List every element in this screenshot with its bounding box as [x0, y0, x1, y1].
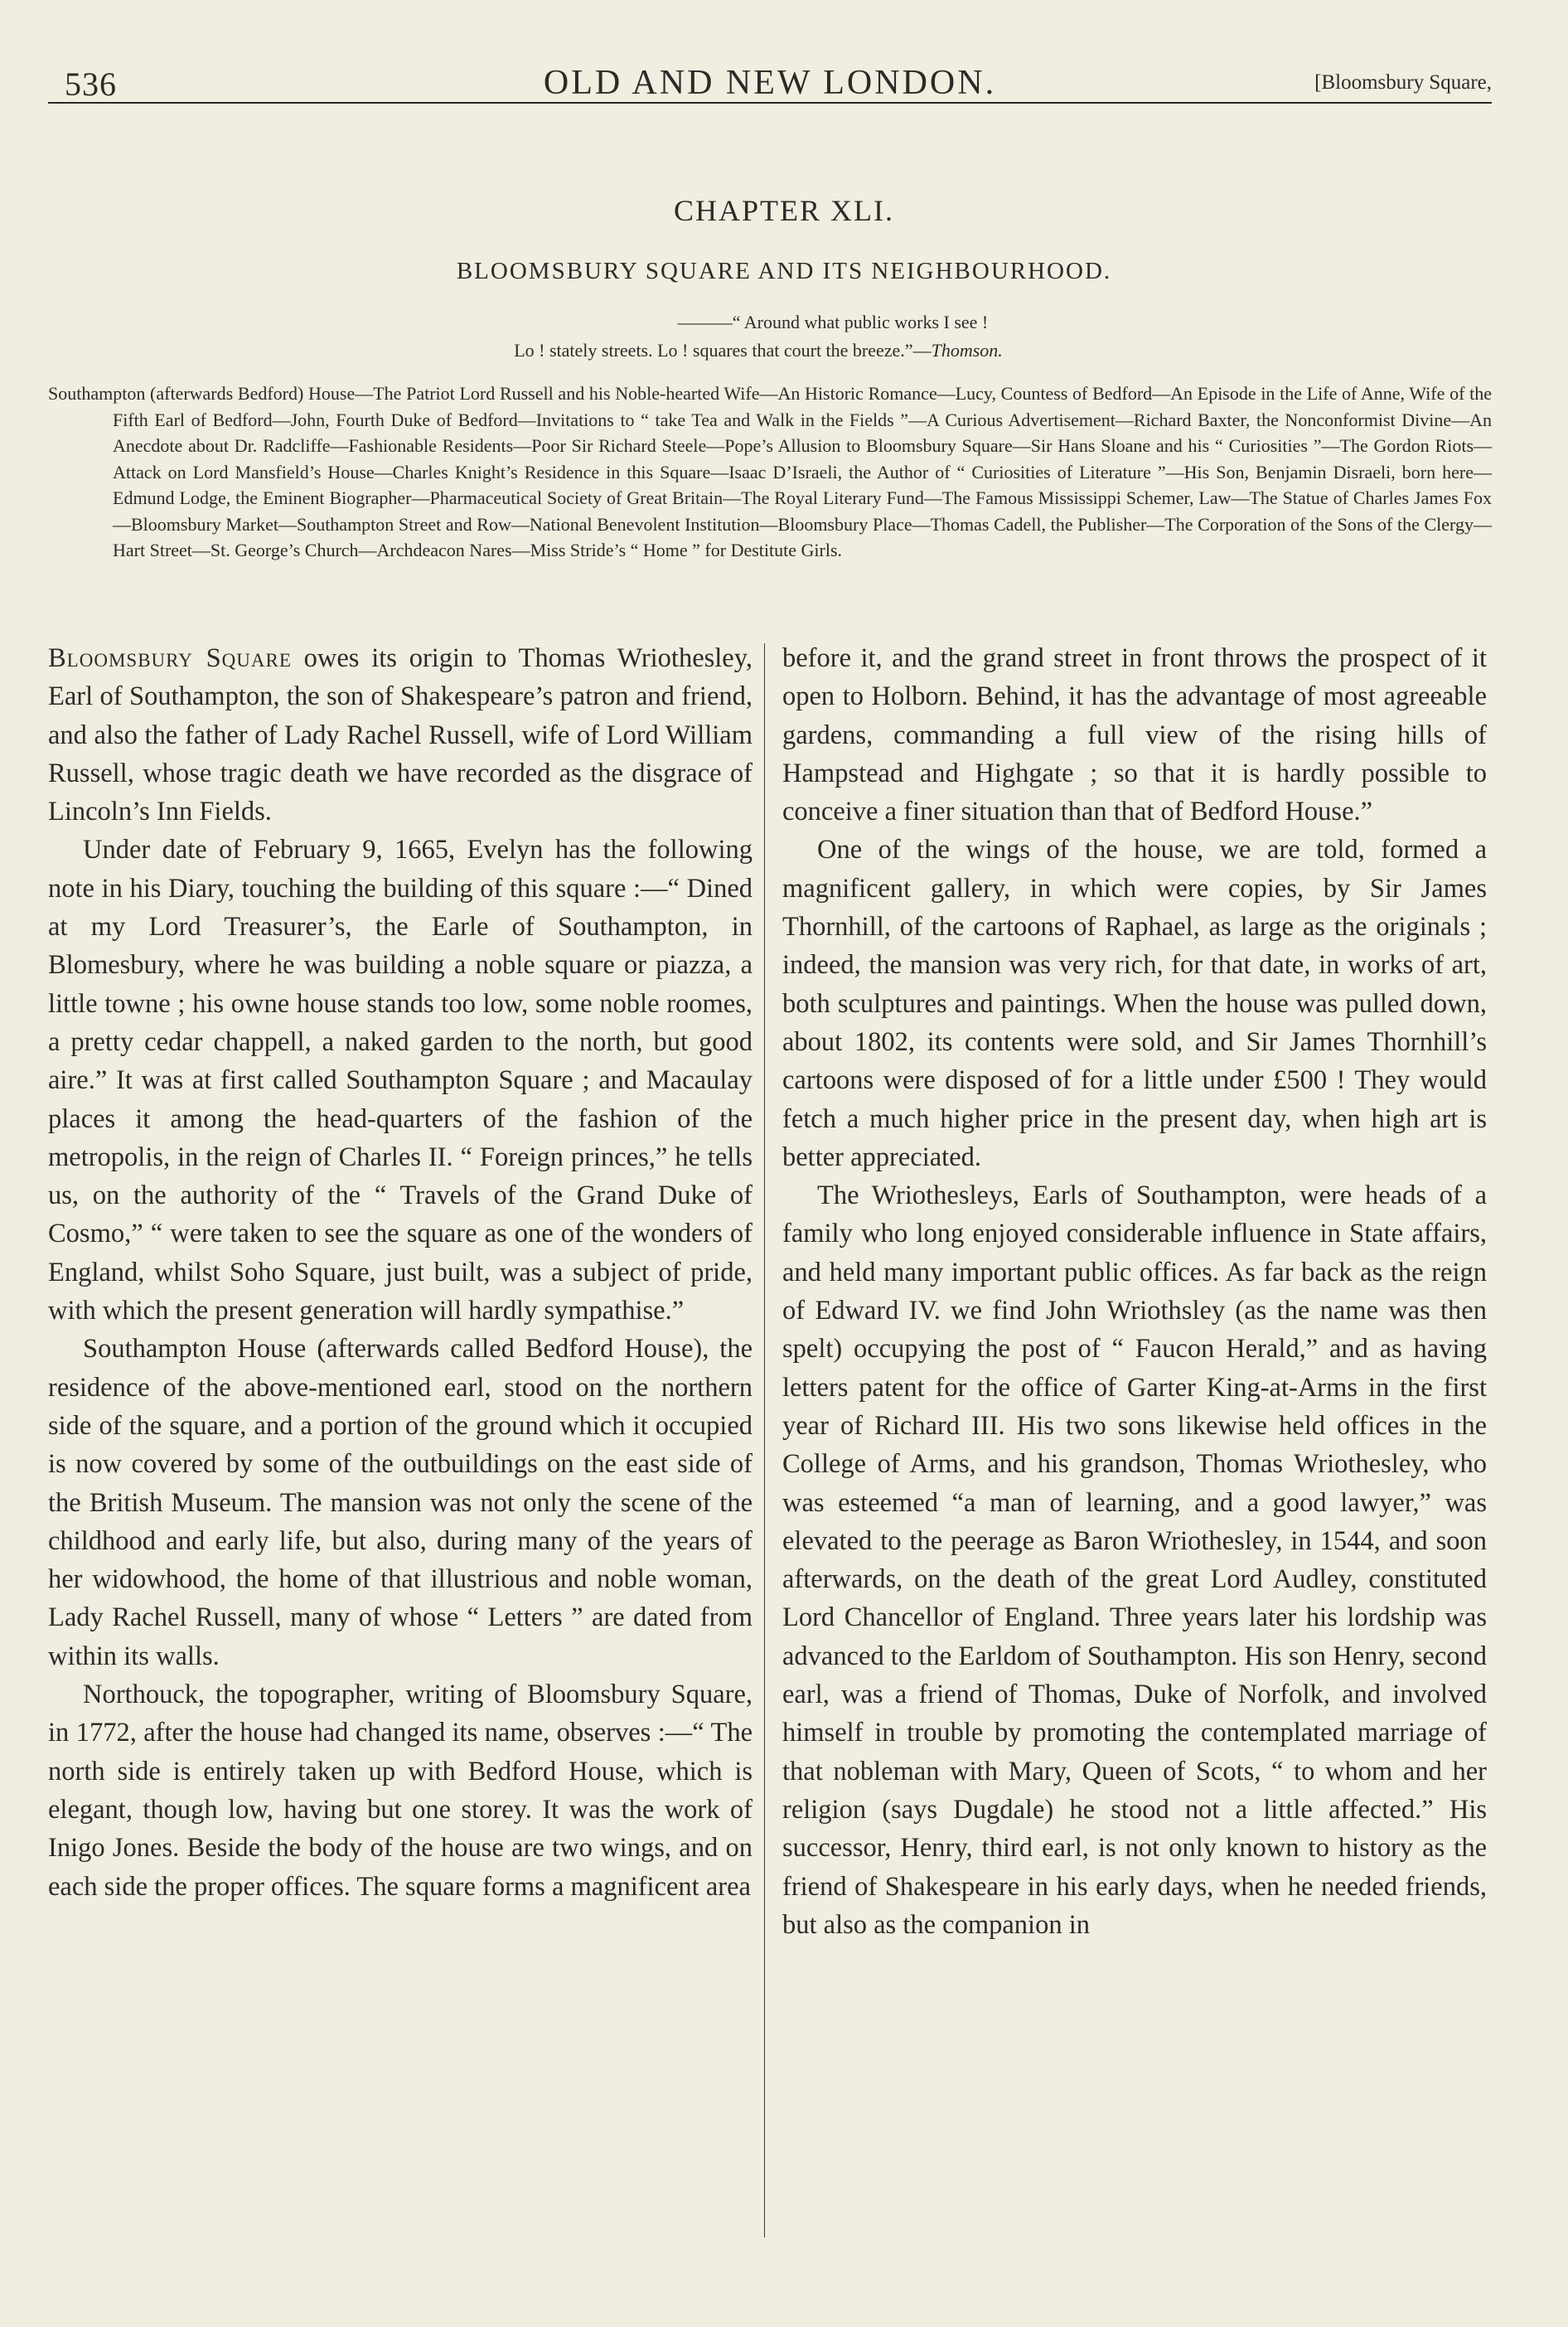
header-rule — [48, 102, 1492, 104]
column-divider — [764, 643, 765, 2237]
paragraph — [48, 639, 753, 831]
epigraph — [332, 308, 1185, 365]
chapter-number: CHAPTER XLI. — [674, 194, 894, 227]
paragraph: Northouck, the topographer, writing of Bloomsbury Square, in 1772, after the house had changed its name, observes :—“ The north side is entirely taken up with Bedford House, which is elegant, though low, having but one storey. It was the work of Inigo Jones. Beside the body of the house are two wings, and on each side the proper offices. The square forms a magnificent area — [48, 1680, 753, 1902]
paragraph: One of the wings of the house, we are told, formed a magnificent gallery, in which were copies, by Sir James Thornhill, of the cartoons of Raphael, as large as the originals ; indeed, the mansion was very rich, for that date, in works of art, both sculptures and paintings. When the house was pulled down, about 1802, its contents were sold, and Sir James Thornhill’s cartoons were disposed of for a little under £500 ! They would fetch a much higher price in the present day, when high art is better appreciated. — [782, 835, 1487, 1172]
section-label: [Bloomsbury Square, — [1314, 71, 1492, 94]
running-head — [48, 58, 1492, 108]
paragraph: before it, and the grand street in front throws the prospect of it open to Holborn. Behind, it has the advantage of most agreeable gardens, commanding a full view of the rising hills of Hampstead and Highgate ; so that it is hardly possible to conceive a finer situation than that of Bedford House.” — [782, 643, 1487, 827]
left-column — [48, 639, 753, 1906]
right-column — [782, 639, 1487, 1944]
running-title: OLD AND NEW LONDON. — [543, 64, 997, 102]
page-number: 536 — [65, 65, 117, 103]
paragraph: Under date of February 9, 1665, Evelyn has the following note in his Diary, touching the building of this square :—“ Dined at my Lord Treasurer’s, the Earle of Southampton, in Blomesbury, where he was building a noble square or piazza, a little towne ; his owne house stands too low, some noble roomes, a pretty cedar chappell, a naked garden to the north, but good aire.” It was at first called Southampton Square ; and Macaulay places it among the head-quarters of the fashion of the metropolis, in the reign of Charles II. “ Foreign princes,” he tells us, on the authority of the “ Travels of the Grand Duke of Cosmo,” “ were taken to see the square as one of the wonders of England, whilst Soho Square, just built, was a subject of pride, with which the present generation will hardly sympathise.” — [48, 835, 753, 1326]
chapter-title: BLOOMSBURY SQUARE AND ITS NEIGHBOURHOOD. — [456, 258, 1112, 284]
chapter-synopsis: Southampton (afterwards Bedford) House—The Patriot Lord Russell and his Noble-hearted Wife—An Historic Romance—Lucy, Countess of Bedford—An Episode in the Life of Anne, Wife of the Fifth Earl of Bedford—John, Fourth Duke of Bedford—Invitations to “ take Tea and Walk in the Fields ”—A Curious Advertisement—Richard Baxter, the Nonconformist Divine—An Anecdote about Dr. Radcliffe—Fashionable Residents—Poor Sir Richard Steele—Pope’s Allusion to Bloomsbury Square—Sir Hans Sloane and his “ Curiosities ”—The Gordon Riots—Attack on Lord Mansfield’s House—Charles Knight’s Residence in this Square—Isaac D’Israeli, the Author of “ Curiosities of Literature ”—His Son, Benjamin Disraeli, born here—Edmund Lodge, the Eminent Biographer—Pharmaceutical Society of Great Britain—The Royal Literary Fund—The Famous Mississippi Schemer, Law—The Statue of Charles James Fox—Bloomsbury Market—Southampton Street and Row—National Benevolent Institution—Bloomsbury Place—Thomas Cadell, the Publisher—The Corporation of the Sons of the Clergy—Hart Street—St. George’s Church—Archdeacon Nares—Miss Stride’s “ Home ” for Destitute Girls. — [48, 383, 1492, 560]
drop-lead: Bloomsbury Square — [48, 643, 292, 673]
paragraph-text: owes its origin to Thomas Wriothesley, Earl of Southampton, the son of Shakespeare’s patron and friend, and also the father of Lady Rachel Russell, wife of Lord William Russell, whose tragic death we have recorded as the disgrace of Lincoln’s Inn Fields. — [48, 643, 753, 827]
epigraph-line-1: ———“ Around what public works I see ! — [677, 312, 989, 332]
epigraph-line-2-text: Lo ! stately streets. Lo ! squares that court the breeze.”— — [514, 340, 932, 361]
paragraph: Southampton House (afterwards called Bedford House), the residence of the above-mentioned earl, stood on the northern side of the square, and a portion of the ground which it occupied is now covered by some of the outbuildings on the east side of the British Museum. The mansion was not only the scene of the childhood and early life, but also, during many of the years of her widowhood, the home of that illustrious and noble woman, Lady Rachel Russell, many of whose “ Letters ” are dated from within its walls. — [48, 1334, 753, 1671]
paragraph: The Wriothesleys, Earls of Southampton, were heads of a family who long enjoyed considerable influence in State affairs, and held many important public offices. As far back as the reign of Edward IV. we find John Wriothsley (as the name was then spelt) occupying the post of “ Faucon Herald,” and as having letters patent for the office of Garter King-at-Arms in the first year of Richard III. His two sons likewise held offices in the College of Arms, and his grandson, Thomas Wriothesley, who was esteemed “a man of learning, and a good lawyer,” was elevated to the peerage as Baron Wriothesley, in 1544, and soon afterwards, on the death of the great Lord Audley, constituted Lord Chancellor of England. Three years later his lordship was advanced to the Earldom of Southampton. His son Henry, second earl, was a friend of Thomas, Duke of Norfolk, and involved himself in trouble by promoting the contemplated marriage of that nobleman with Mary, Queen of Scots, “ to whom and her religion (says Dugdale) he stood not a little affected.” His successor, Henry, third earl, is not only known to history as the friend of Shakespeare in his early days, when he needed friends, but also as the companion in — [782, 1180, 1487, 1940]
epigraph-line-2 — [332, 337, 1185, 365]
epigraph-attribution: Thomson. — [931, 340, 1003, 361]
